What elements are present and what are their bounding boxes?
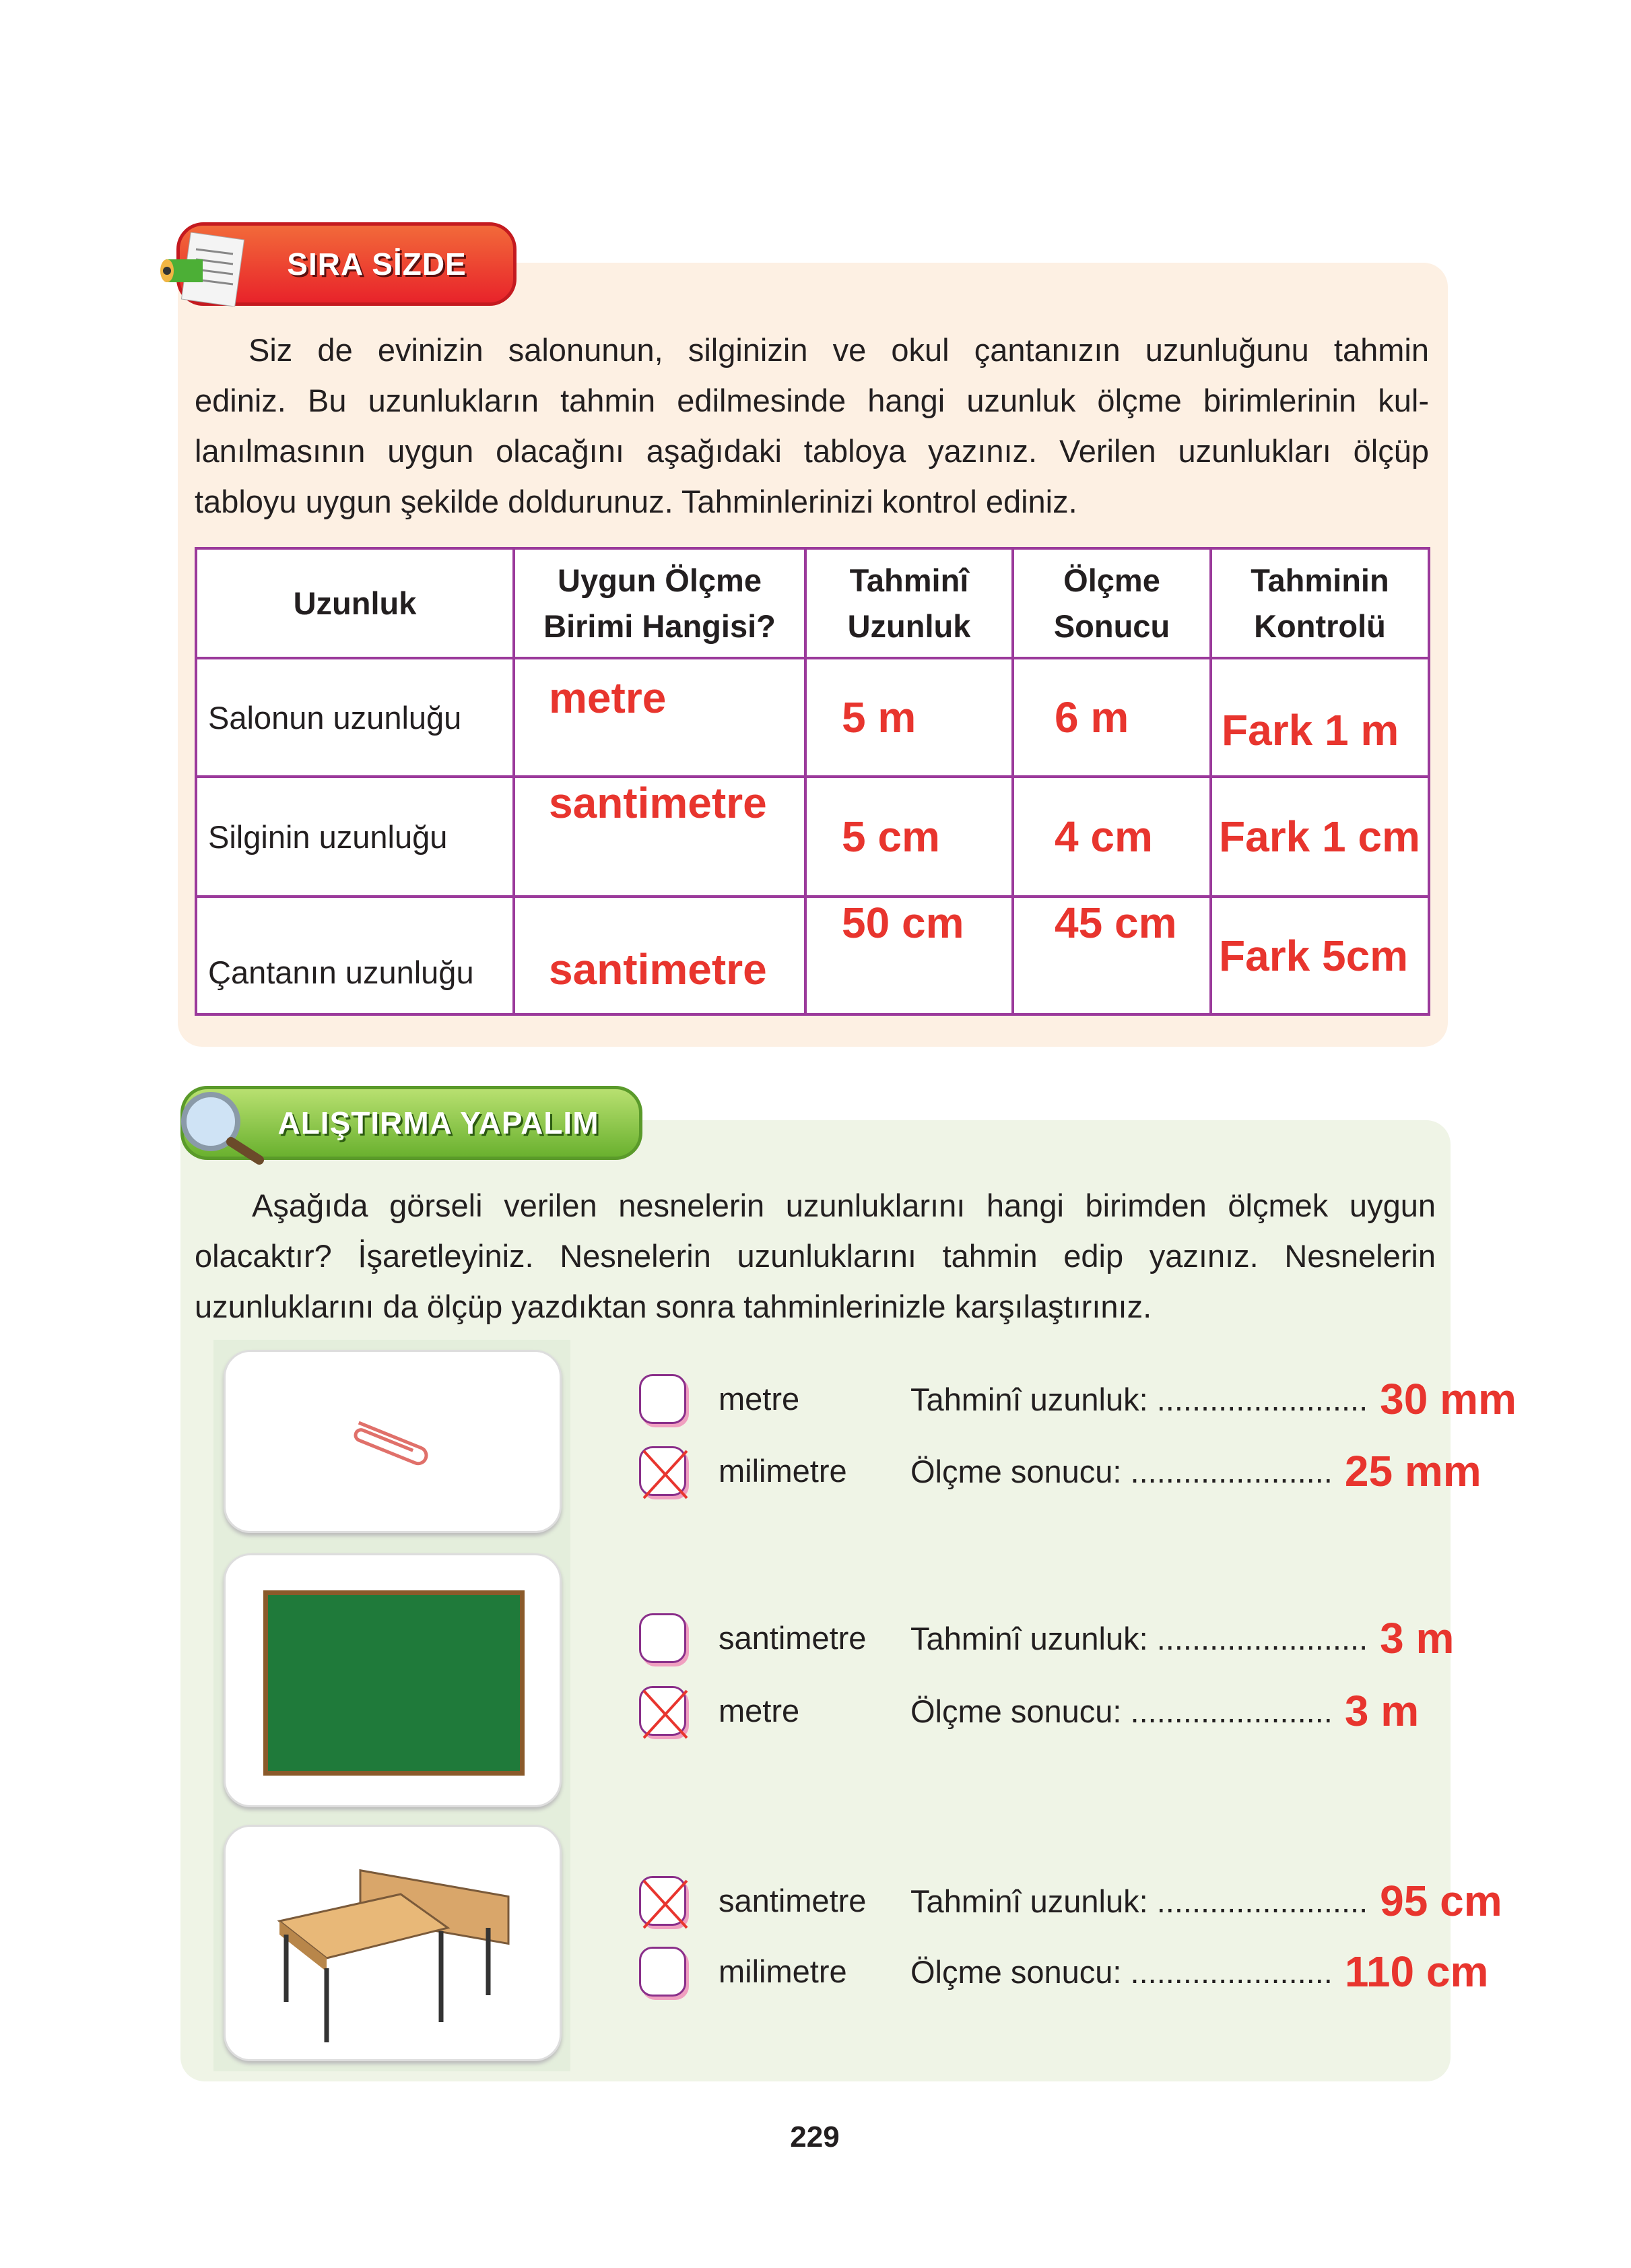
row-label: Salonun uzunluğu — [196, 658, 514, 777]
unit-option-label: metre — [719, 1381, 800, 1417]
estimate-answer: 5 m — [805, 658, 1013, 777]
estimate-field-label: Tahminî uzunluk: ........................ — [910, 1883, 1368, 1919]
measure-field-label: Ölçme sonucu: ....................... — [910, 1453, 1333, 1489]
page-number: 229 — [790, 2120, 840, 2153]
unit-option-label: milimetre — [719, 1953, 847, 1989]
unit-checkbox[interactable] — [639, 1686, 686, 1736]
unit-checkbox[interactable] — [639, 1374, 686, 1424]
paper-clip-icon — [340, 1416, 441, 1470]
measured-answer[interactable]: 25 mm — [1344, 1447, 1482, 1495]
instructions-2 — [195, 1180, 1436, 1332]
unit-answer: metre — [514, 658, 805, 777]
estimate-field — [910, 1613, 1454, 1663]
unit-checkbox[interactable] — [639, 1613, 686, 1663]
instructions-1 — [195, 325, 1429, 527]
unit-checkbox[interactable] — [639, 1876, 686, 1926]
line: Aşağıda görseli verilen nesnelerin uzunluklarını hangi birimden ölçmek uygun — [252, 1188, 1436, 1223]
check-answer: Fark 1 cm — [1211, 777, 1429, 897]
estimate-field-label: Tahminî uzunluk: ........................ — [910, 1620, 1368, 1656]
estimate-answer: 50 cm — [805, 897, 1013, 1014]
header-cell: Tahminin Kontrolü — [1211, 548, 1429, 658]
row-label: Çantanın uzunluğu — [196, 897, 514, 1014]
cross-mark-icon — [638, 1446, 692, 1502]
measure-field-label: Ölçme sonucu: ....................... — [910, 1693, 1333, 1729]
banner-title: ALIŞTIRMA YAPALIM — [277, 1105, 599, 1140]
measure-answer: 45 cm — [1013, 897, 1211, 1014]
header-cell: Uzunluk — [196, 548, 514, 658]
pencil-paper-icon — [159, 232, 260, 306]
line: uzunluklarını da ölçüp yazdıktan sonra tahminlerinizle karşılaştırınız. — [195, 1289, 1152, 1324]
paper-clip-card — [224, 1350, 562, 1533]
unit-answer: santimetre — [514, 777, 805, 897]
line: olacaktır? İşaretleyiniz. Nesnelerin uzunluklarını tahmin edip yazınız. Nesnelerin — [195, 1238, 1436, 1274]
header-cell: Ölçme Sonucu — [1013, 548, 1211, 658]
line: lanılmasının uygun olacağını aşağıdaki tabloya yazınız. Verilen uzunlukları ölçüp — [195, 433, 1429, 469]
unit-checkbox[interactable] — [639, 1446, 686, 1496]
estimate-answer[interactable]: 3 m — [1380, 1614, 1455, 1662]
estimate-field-label: Tahminî uzunluk: ........................ — [910, 1381, 1368, 1417]
row-label: Silginin uzunluğu — [196, 777, 514, 897]
cross-mark-icon — [638, 1685, 692, 1742]
measure-field — [910, 1947, 1488, 1997]
line: tabloyu uygun şekilde doldurunuz. Tahminlerinizi kontrol ediniz. — [195, 484, 1077, 519]
cross-mark-icon — [638, 1875, 692, 1932]
measure-field-label: Ölçme sonucu: ....................... — [910, 1953, 1333, 1990]
estimate-answer: 5 cm — [805, 777, 1013, 897]
school-desk-icon — [266, 1847, 522, 2049]
chalkboard-card — [224, 1553, 562, 1807]
measured-answer[interactable]: 110 cm — [1344, 1947, 1489, 1996]
unit-option-label: santimetre — [719, 1620, 867, 1656]
line: ediniz. Bu uzunlukların tahmin edilmesinde hangi uzunluk ölçme birimlerinin kul- — [195, 383, 1429, 418]
measure-answer: 6 m — [1013, 658, 1211, 777]
estimation-table — [195, 547, 1430, 1016]
unit-option-label: metre — [719, 1693, 800, 1728]
estimate-field — [910, 1876, 1502, 1926]
unit-answer: santimetre — [514, 897, 805, 1014]
desk-card — [224, 1825, 562, 2061]
check-answer: Fark 1 m — [1211, 658, 1429, 777]
line: Siz de evinizin salonunun, silginizin ve okul çantanızın uzunluğunu tahmin — [248, 332, 1429, 368]
table-row — [196, 897, 1429, 1014]
measure-answer: 4 cm — [1013, 777, 1211, 897]
header-cell: Uygun Ölçme Birimi Hangisi? — [514, 548, 805, 658]
unit-option-label: santimetre — [719, 1883, 867, 1918]
magnifier-icon — [172, 1084, 266, 1165]
estimate-answer[interactable]: 30 mm — [1380, 1375, 1517, 1423]
table-row — [196, 777, 1429, 897]
table-row — [196, 658, 1429, 777]
unit-option-label: milimetre — [719, 1453, 847, 1489]
header-cell: Tahminî Uzunluk — [805, 548, 1013, 658]
unit-checkbox[interactable] — [639, 1947, 686, 1997]
measured-answer[interactable]: 3 m — [1344, 1687, 1420, 1735]
banner-title: SIRA SİZDE — [287, 247, 467, 282]
measure-field — [910, 1686, 1419, 1736]
estimate-field — [910, 1374, 1517, 1424]
measure-field — [910, 1446, 1482, 1496]
chalkboard-icon — [263, 1590, 525, 1776]
estimate-answer[interactable]: 95 cm — [1380, 1877, 1502, 1925]
check-answer: Fark 5cm — [1211, 897, 1429, 1014]
